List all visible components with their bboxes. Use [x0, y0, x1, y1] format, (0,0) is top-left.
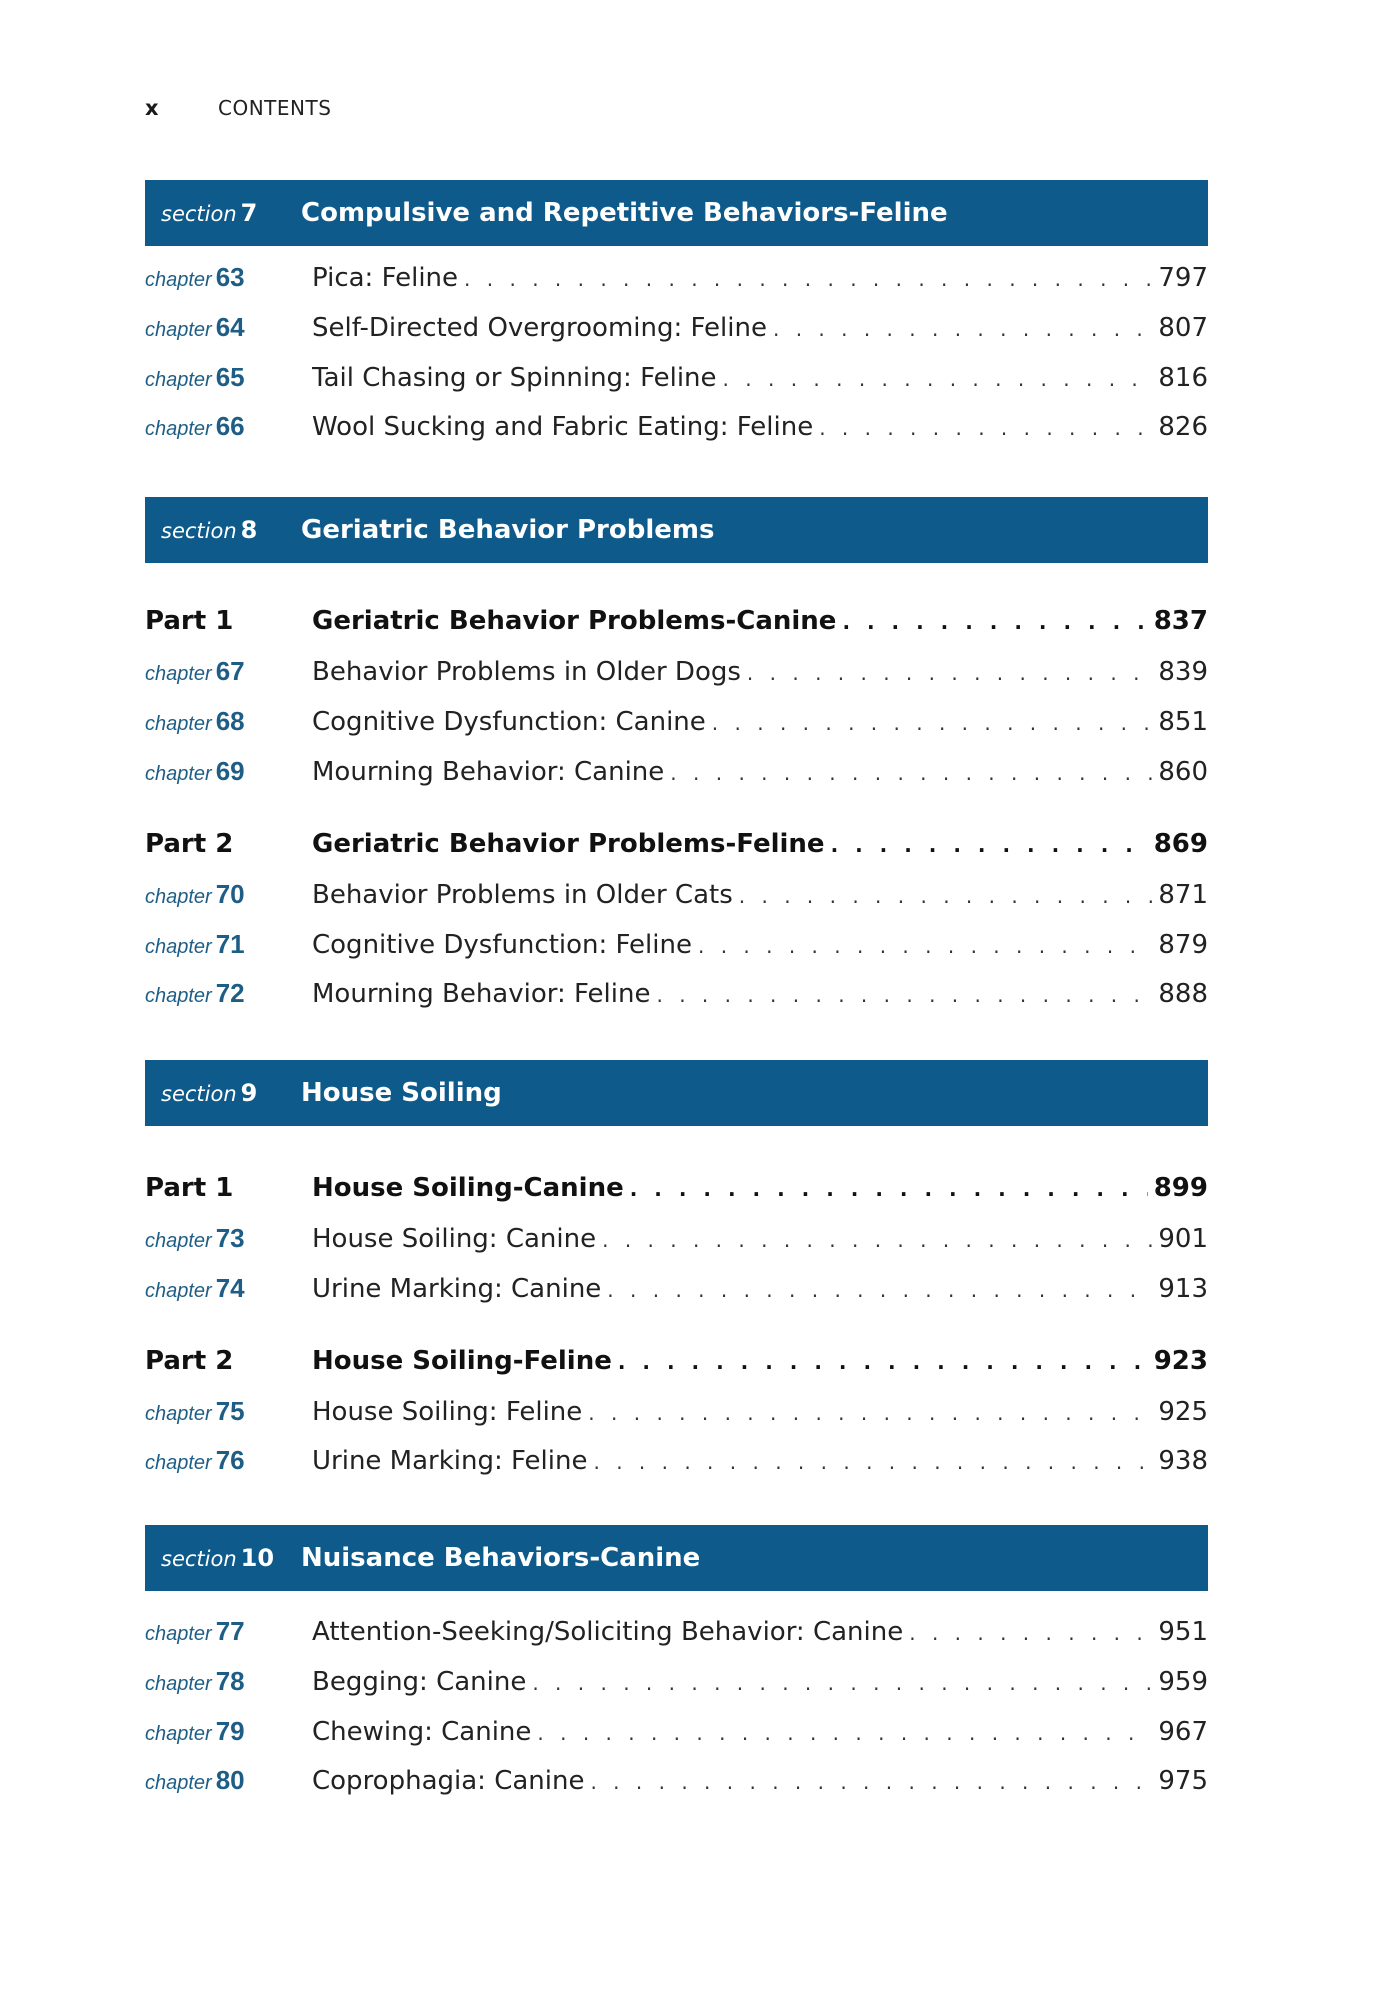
toc-entry — [312, 757, 1208, 787]
running-head-title: CONTENTS — [218, 96, 332, 120]
part-label: Part 2 — [145, 829, 234, 859]
toc-chapter-row — [145, 1666, 1208, 1706]
page-number: 901 — [1158, 1224, 1208, 1254]
page-number: 807 — [1158, 313, 1208, 343]
chapter-label — [145, 362, 312, 393]
entry-title: Begging: Canine — [312, 1667, 527, 1697]
dot-leader — [773, 317, 1152, 341]
page-number: 826 — [1158, 412, 1208, 442]
page-folio: x — [145, 96, 159, 120]
toc-entry — [312, 313, 1208, 343]
toc-chapter-row — [145, 756, 1208, 796]
toc-entry — [312, 1617, 1208, 1647]
toc-entry — [312, 979, 1208, 1009]
dot-leader — [656, 983, 1152, 1007]
part-label: Part 1 — [145, 1173, 234, 1203]
toc-part-row — [145, 1346, 1208, 1386]
page-number: 888 — [1158, 979, 1208, 1009]
entry-title: Urine Marking: Canine — [312, 1274, 602, 1304]
chapter-keyword: chapter — [145, 663, 212, 685]
toc-chapter-row — [145, 1223, 1208, 1263]
section-title: Nuisance Behaviors-Canine — [301, 1543, 701, 1573]
dot-leader — [607, 1278, 1152, 1302]
section-header — [145, 180, 1208, 246]
toc-entry — [312, 707, 1208, 737]
dot-leader — [532, 1671, 1152, 1695]
toc-chapter-row — [145, 411, 1208, 451]
dot-leader — [590, 1770, 1152, 1794]
chapter-keyword: chapter — [145, 1673, 212, 1695]
chapter-keyword: chapter — [145, 985, 212, 1007]
chapter-label — [145, 1273, 312, 1304]
toc-chapter-row — [145, 978, 1208, 1018]
chapter-keyword: chapter — [145, 319, 212, 341]
running-head — [145, 96, 331, 120]
entry-title: Mourning Behavior: Canine — [312, 757, 665, 787]
chapter-label — [145, 1223, 312, 1254]
dot-leader — [537, 1721, 1152, 1745]
chapter-keyword: chapter — [145, 418, 212, 440]
toc-entry — [312, 606, 1208, 636]
chapter-keyword: chapter — [145, 369, 212, 391]
entry-title: Behavior Problems in Older Cats — [312, 880, 733, 910]
chapter-number: 64 — [215, 312, 245, 342]
chapter-keyword: chapter — [145, 763, 212, 785]
section-label — [145, 1544, 290, 1572]
entry-title: Pica: Feline — [312, 263, 459, 293]
dot-leader — [698, 934, 1152, 958]
chapter-number: 78 — [215, 1666, 245, 1696]
chapter-number: 67 — [215, 656, 245, 686]
chapter-number: 79 — [215, 1716, 245, 1746]
entry-title: Tail Chasing or Spinning: Feline — [312, 363, 717, 393]
toc-entry — [312, 1446, 1208, 1476]
toc-entry — [312, 1397, 1208, 1427]
page-number: 959 — [1158, 1667, 1208, 1697]
toc-entry — [312, 1717, 1208, 1747]
chapter-number: 63 — [215, 262, 245, 292]
section-header — [145, 497, 1208, 563]
dot-leader — [602, 1228, 1152, 1252]
section-keyword: section — [161, 1082, 237, 1106]
part-label: Part 1 — [145, 606, 234, 636]
page-number: 816 — [1158, 363, 1208, 393]
section-number: 10 — [240, 1544, 275, 1572]
toc-chapter-row — [145, 262, 1208, 302]
page-number: 951 — [1158, 1617, 1208, 1647]
chapter-number: 71 — [215, 929, 245, 959]
chapter-number: 70 — [215, 879, 245, 909]
chapter-label — [145, 1716, 312, 1747]
entry-title: House Soiling: Feline — [312, 1397, 583, 1427]
chapter-label — [145, 879, 312, 910]
page-number: 967 — [1158, 1717, 1208, 1747]
section-label — [145, 1079, 290, 1107]
entry-title: Mourning Behavior: Feline — [312, 979, 651, 1009]
section-keyword: section — [161, 519, 237, 543]
chapter-label — [145, 1666, 312, 1697]
toc-entry — [312, 1766, 1208, 1796]
page-number: 923 — [1153, 1346, 1208, 1376]
page-number: 879 — [1158, 930, 1208, 960]
dot-leader — [593, 1450, 1152, 1474]
toc-entry — [312, 412, 1208, 442]
chapter-label — [145, 1396, 312, 1427]
toc-chapter-row — [145, 879, 1208, 919]
toc-entry — [312, 930, 1208, 960]
dot-leader — [819, 416, 1152, 440]
chapter-keyword: chapter — [145, 886, 212, 908]
dot-leader — [630, 1177, 1148, 1201]
toc-entry — [312, 880, 1208, 910]
chapter-keyword: chapter — [145, 1723, 212, 1745]
section-title: Compulsive and Repetitive Behaviors-Feline — [301, 198, 948, 228]
section-label — [145, 516, 290, 544]
dot-leader — [909, 1621, 1152, 1645]
dot-leader — [464, 267, 1152, 291]
dot-leader — [747, 661, 1152, 685]
chapter-keyword: chapter — [145, 269, 212, 291]
entry-title: Geriatric Behavior Problems-Canine — [312, 606, 837, 636]
chapter-label — [145, 756, 312, 787]
toc-chapter-row — [145, 929, 1208, 969]
toc-chapter-row — [145, 312, 1208, 352]
chapter-keyword: chapter — [145, 1623, 212, 1645]
toc-entry — [312, 1346, 1208, 1376]
chapter-label — [145, 312, 312, 343]
toc-entry — [312, 1173, 1208, 1203]
toc-chapter-row — [145, 1273, 1208, 1313]
chapter-label — [145, 1616, 312, 1647]
page-number: 839 — [1158, 657, 1208, 687]
chapter-keyword: chapter — [145, 1403, 212, 1425]
chapter-keyword: chapter — [145, 936, 212, 958]
toc-part-row — [145, 1173, 1208, 1213]
entry-title: Geriatric Behavior Problems-Feline — [312, 829, 825, 859]
entry-title: House Soiling-Feline — [312, 1346, 612, 1376]
chapter-keyword: chapter — [145, 1772, 212, 1794]
toc-entry — [312, 657, 1208, 687]
chapter-number: 75 — [215, 1396, 245, 1426]
chapter-label — [145, 1445, 312, 1476]
dot-leader — [831, 833, 1148, 857]
chapter-number: 68 — [215, 706, 245, 736]
chapter-label — [145, 411, 312, 442]
chapter-label — [145, 262, 312, 293]
toc-chapter-row — [145, 1396, 1208, 1436]
section-title: Geriatric Behavior Problems — [301, 515, 715, 545]
entry-title: Coprophagia: Canine — [312, 1766, 585, 1796]
page-number: 837 — [1153, 606, 1208, 636]
section-number: 9 — [240, 1079, 258, 1107]
section-header — [145, 1060, 1208, 1126]
chapter-label — [145, 978, 312, 1009]
section-keyword: section — [161, 1547, 237, 1571]
toc-entry — [312, 1274, 1208, 1304]
page-number: 851 — [1158, 707, 1208, 737]
toc-entry — [312, 363, 1208, 393]
chapter-label — [145, 656, 312, 687]
chapter-label — [145, 929, 312, 960]
chapter-number: 72 — [215, 978, 245, 1008]
toc-chapter-row — [145, 656, 1208, 696]
chapter-keyword: chapter — [145, 1452, 212, 1474]
dot-leader — [712, 711, 1153, 735]
page-number: 913 — [1158, 1274, 1208, 1304]
toc-part-row — [145, 606, 1208, 646]
page-number: 860 — [1158, 757, 1208, 787]
toc-entry — [312, 829, 1208, 859]
section-keyword: section — [161, 202, 237, 226]
entry-title: Behavior Problems in Older Dogs — [312, 657, 741, 687]
chapter-label — [145, 1765, 312, 1796]
entry-title: Chewing: Canine — [312, 1717, 532, 1747]
toc-entry — [312, 263, 1208, 293]
chapter-number: 65 — [215, 362, 245, 392]
dot-leader — [723, 367, 1153, 391]
section-header — [145, 1525, 1208, 1591]
chapter-number: 66 — [215, 411, 245, 441]
section-title: House Soiling — [301, 1078, 502, 1108]
entry-title: Cognitive Dysfunction: Feline — [312, 930, 692, 960]
page-number: 938 — [1158, 1446, 1208, 1476]
toc-entry — [312, 1224, 1208, 1254]
entry-title: House Soiling-Canine — [312, 1173, 624, 1203]
toc-part-row — [145, 829, 1208, 869]
toc-chapter-row — [145, 1765, 1208, 1805]
entry-title: House Soiling: Canine — [312, 1224, 597, 1254]
toc-chapter-row — [145, 362, 1208, 402]
chapter-number: 73 — [215, 1223, 245, 1253]
dot-leader — [670, 761, 1152, 785]
entry-title: Urine Marking: Feline — [312, 1446, 588, 1476]
entry-title: Cognitive Dysfunction: Canine — [312, 707, 706, 737]
chapter-keyword: chapter — [145, 1230, 212, 1252]
chapter-number: 80 — [215, 1765, 245, 1795]
chapter-number: 69 — [215, 756, 245, 786]
page-number: 975 — [1158, 1766, 1208, 1796]
entry-title: Attention-Seeking/Soliciting Behavior: Canine — [312, 1617, 904, 1647]
toc-chapter-row — [145, 1616, 1208, 1656]
section-number: 7 — [240, 199, 258, 227]
chapter-label — [145, 706, 312, 737]
toc-chapter-row — [145, 1445, 1208, 1485]
chapter-number: 77 — [215, 1616, 245, 1646]
toc-chapter-row — [145, 706, 1208, 746]
toc-entry — [312, 1667, 1208, 1697]
dot-leader — [739, 884, 1153, 908]
part-label: Part 2 — [145, 1346, 234, 1376]
chapter-keyword: chapter — [145, 713, 212, 735]
page-number: 797 — [1158, 263, 1208, 293]
page-number: 871 — [1158, 880, 1208, 910]
chapter-keyword: chapter — [145, 1280, 212, 1302]
section-label — [145, 199, 290, 227]
dot-leader — [842, 610, 1147, 634]
dot-leader — [588, 1401, 1152, 1425]
page-number: 869 — [1153, 829, 1208, 859]
chapter-number: 76 — [215, 1445, 245, 1475]
page-number: 925 — [1158, 1397, 1208, 1427]
page-number: 899 — [1153, 1173, 1208, 1203]
dot-leader — [618, 1350, 1148, 1374]
section-number: 8 — [240, 516, 258, 544]
toc-chapter-row — [145, 1716, 1208, 1756]
entry-title: Self-Directed Overgrooming: Feline — [312, 313, 767, 343]
entry-title: Wool Sucking and Fabric Eating: Feline — [312, 412, 814, 442]
chapter-number: 74 — [215, 1273, 245, 1303]
